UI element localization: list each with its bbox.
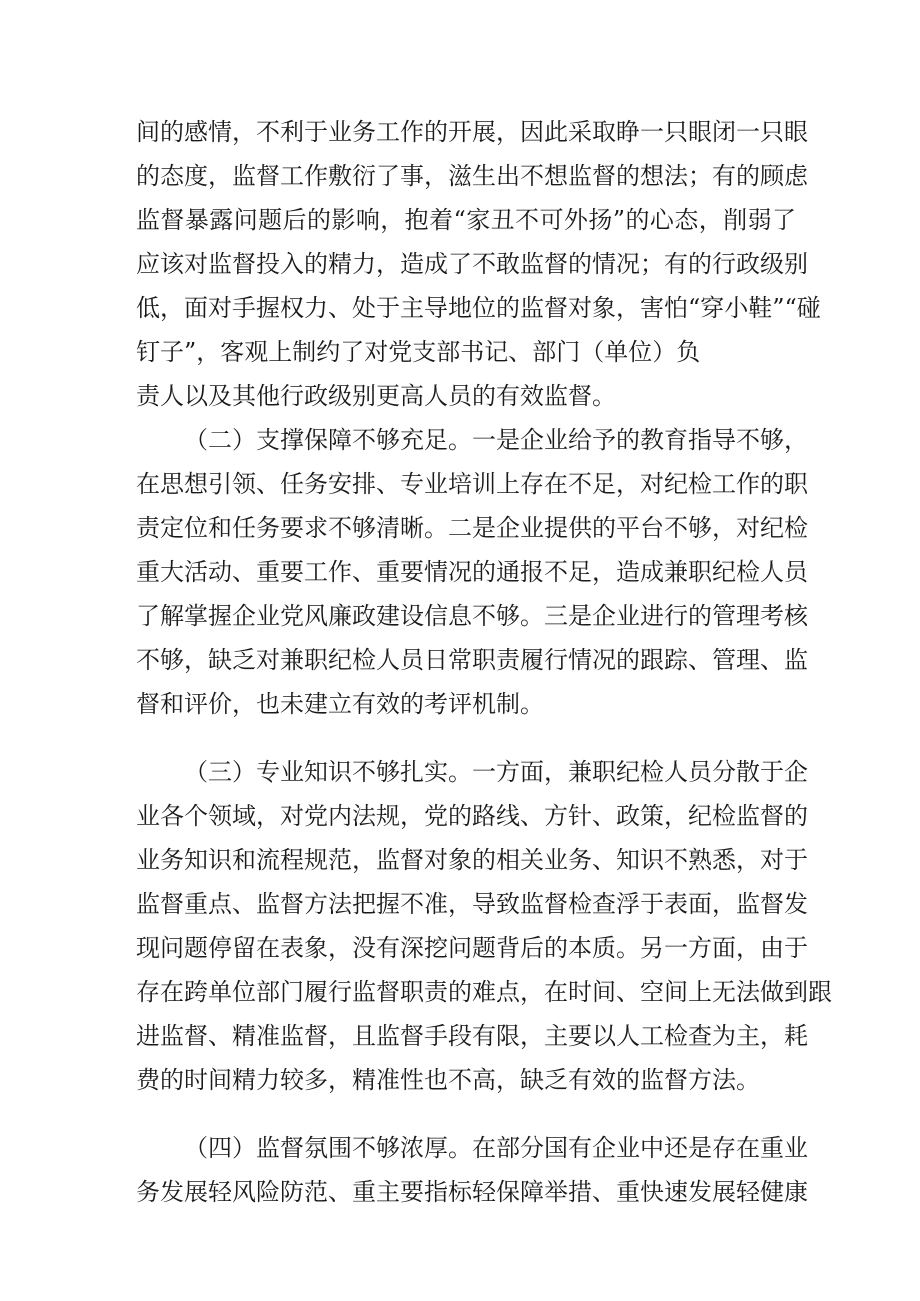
text-line: 应该对监督投入的精力，造成了不敢监督的情况；有的行政级别 xyxy=(136,250,808,278)
text-line: 间的感情，不利于业务工作的开展，因此采取睁一只眼闭一只眼 xyxy=(136,118,808,146)
paragraph-heading-line: （四）监督氛围不够浓厚。在部分国有企业中还是存在重业 xyxy=(184,1134,808,1162)
text-line: 在思想引领、任务安排、专业培训上存在不足，对纪检工作的职 xyxy=(136,470,808,498)
text-line: 务发展轻风险防范、重主要指标轻保障举措、重快速发展轻健康 xyxy=(136,1178,808,1206)
text-line: 监督重点、监督方法把握不准，导致监督检查浮于表面，监督发 xyxy=(136,890,808,918)
text-line: 督和评价，也未建立有效的考评机制。 xyxy=(136,690,544,718)
text-line: 的态度，监督工作敷衍了事，滋生出不想监督的想法；有的顾虑 xyxy=(136,162,808,190)
text-line: 存在跨单位部门履行监督职责的难点，在时间、空间上无法做到跟 xyxy=(136,978,832,1006)
text-line: 钉子”，客观上制约了对党支部书记、部门（单位）负 xyxy=(136,338,701,366)
text-line: 责人以及其他行政级别更高人员的有效监督。 xyxy=(136,382,616,410)
text-line: 低，面对手握权力、处于主导地位的监督对象，害怕“穿小鞋”“碰 xyxy=(136,294,821,322)
text-line: 费的时间精力较多，精准性也不高，缺乏有效的监督方法。 xyxy=(136,1066,760,1094)
text-line: 现问题停留在表象，没有深挖问题背后的本质。另一方面，由于 xyxy=(136,934,808,962)
paragraph-heading-line: （二）支撑保障不够充足。一是企业给予的教育指导不够， xyxy=(184,426,808,454)
text-line: 进监督、精准监督，且监督手段有限，主要以人工检查为主，耗 xyxy=(136,1022,808,1050)
text-line: 重大活动、重要工作、重要情况的通报不足，造成兼职纪检人员 xyxy=(136,558,808,586)
text-line: 业各个领域，对党内法规，党的路线、方针、政策，纪检监督的 xyxy=(136,802,808,830)
text-line: 业务知识和流程规范，监督对象的相关业务、知识不熟悉，对于 xyxy=(136,846,808,874)
text-line: 责定位和任务要求不够清晰。二是企业提供的平台不够，对纪检 xyxy=(136,514,808,542)
text-line: 了解掌握企业党风廉政建设信息不够。三是企业进行的管理考核 xyxy=(136,602,808,630)
paragraph-heading-line: （三）专业知识不够扎实。一方面，兼职纪检人员分散于企 xyxy=(184,758,808,786)
text-line: 不够，缺乏对兼职纪检人员日常职责履行情况的跟踪、管理、监 xyxy=(136,646,808,674)
text-line: 监督暴露问题后的影响，抱着“家丑不可外扬”的心态，削弱了 xyxy=(136,206,796,234)
